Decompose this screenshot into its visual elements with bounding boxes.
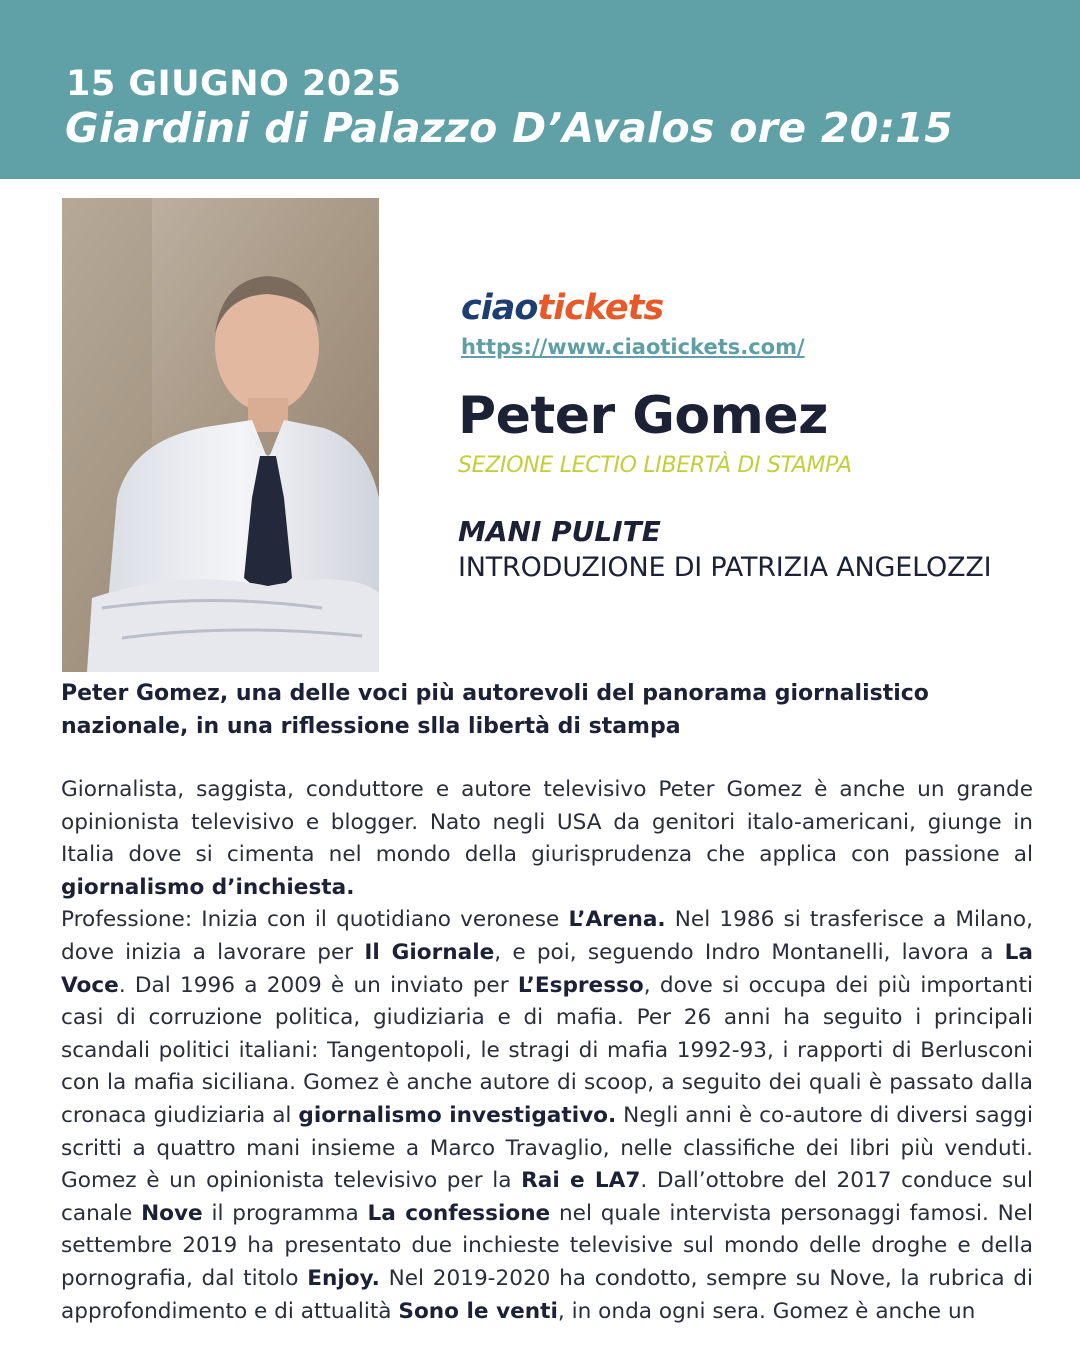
talk-introduction: INTRODUZIONE DI PATRIZIA ANGELOZZI [458, 552, 992, 583]
event-header [0, 0, 1080, 179]
logo-tickets: tickets [537, 288, 664, 328]
lead-paragraph: Peter Gomez, una delle voci più autorevoli del panorama giornalistico nazionale, in una riflessione slla libertà di stampa [61, 681, 929, 739]
bio-text [61, 774, 1033, 1328]
logo-ciao: ciao [461, 288, 538, 328]
event-date: 15 GIUGNO 2025 [66, 64, 402, 104]
bio-paragraph-2: Professione: Inizia con il quotidiano veronese L’Arena. Nel 1986 si trasferisce a Milano, dove inizia a lavorare per Il Giornale, e poi, seguendo Indro Montanelli, lavora a La Voce. Dal 1996 a 2009 è un inviato per L’Espresso, dove si occupa dei più importanti casi di corruzione politica, giudiziaria e di mafia. Per 26 anni ha seguito i principali scandali politici italiani: Tangentopoli, le stragi di mafia 1992-93, i rapporti di Berlusconi con la mafia siciliana. Gomez è anche autore di scoop, a seguito dei quali è passato dalla cronaca giudiziaria al giornalismo investigativo. Negli anni è co-autore di diversi saggi scritti a quattro mani insieme a Marco Travaglio, nelle classifiche dei libri più venduti. Gomez è un opinionista televisivo per la Rai e LA7. Dall’ottobre del 2017 conduce sul canale Nove il programma La confessione nel quale intervista personaggi famosi. Nel settembre 2019 ha presentato due inchieste televisive sul mondo delle droghe e della pornografia, dal titolo Enjoy. Nel 2019-2020 ha condotto, sempre su Nove, la rubrica di approfondimento e di attualità Sono le venti, in onda ogni sera. Gomez è anche un [61, 907, 1034, 1324]
ticket-link[interactable]: https://www.ciaotickets.com/ [461, 335, 805, 359]
event-venue-time: Giardini di Palazzo D’Avalos ore 20:15 [65, 104, 953, 152]
speaker-photo [62, 198, 379, 672]
speaker-name: Peter Gomez [458, 386, 828, 446]
bio-paragraph-1: Giornalista, saggista, conduttore e autore televisivo Peter Gomez è anche un grande opinionista televisivo e blogger. Nato negli USA da genitori italo-americani, giunge in Italia dove si cimenta nel mondo della giurisprudenza che applica con passione al giornalismo d’inchiesta. [61, 777, 1033, 900]
ciaotickets-logo [461, 288, 663, 328]
event-section: SEZIONE LECTIO LIBERTÀ DI STAMPA [458, 453, 852, 478]
talk-title: MANI PULITE [458, 515, 661, 548]
